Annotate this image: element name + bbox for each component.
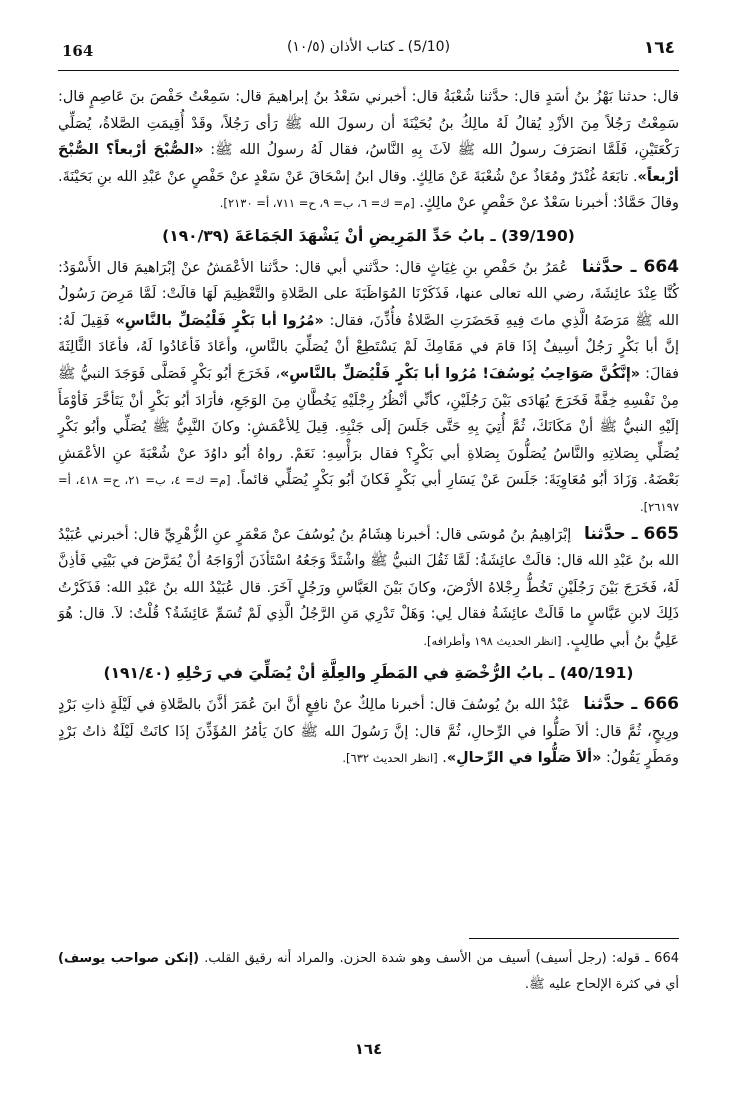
hadith-664-reference: [م= ك= ٤، ب= ٢١، ح= ٤١٨، أ= ٢٦١٩٧]. <box>58 473 679 514</box>
footer-page-number: ١٦٤ <box>354 1040 383 1058</box>
hadith-664-text-1: عُمَرُ بنُ حَفْصِ بنِ غِيَاثٍ قال: حدَّثني أبي قال: حدَّثنا الأعْمَشُ عنْ إبْرَاهيمَ قال الأَسْوَدُ: كُنَّا عِنْدَ عائِشَةَ، رضي الله تعالى عنها، فَذَكَرْنَا المُوَاظَبَةَ على الصَّلاةِ والتَّعْظِيمَ لَهَا قالَتْ: لَمَّا مَرِضَ رَسُولُ الله ﷺ مَرَضَهُ الَّذِي ماتَ فِيهِ فَحَضَرَتِ الصَّلاةُ فأُذِّنَ، فقال: <box>58 259 679 329</box>
hadith-664-text-3: ، فَخَرَجَ أبُو بَكْرٍ فَصَلَّى فَوَجَدَ النبيُّ ﷺ مِنْ نَفْسِهِ خِفَّةً فَخَرَجَ يُهَادَى بَيْنَ رَجُلَيْنِ، كأنِّي أنْظُرُ رِجْلَيْهِ يَخُطَّانِ مِنَ الوَجَعِ، فأرَادَ أبُو بَكْرٍ أنْ يَتَأخَّرَ فَأوْمَأَ إلَيْهِ النبيُّ ﷺ أنْ مَكَانَكَ، ثُمَّ أُتِيَ بِهِ حَتَّى جَلَسَ إلَى جَنْبِهِ. قِيلَ لِلأعْمَشِ: وكانَ النَّبِيُّ ﷺ يُصَلِّي وأبُو بَكْرٍ يُصَلِّي بِصَلاتِهِ والنَّاسُ يُصَلُّونَ بِصَلاةِ أبي بَكْرٍ؟ فقال برَأْسِهِ: نَعَمْ. رواهُ أبُو داوُدَ عنْ شُعْبَةَ عنِ الأعْمَشِ بَعْضَهُ. وَزَادَ أبُو مُعَاوِيَةَ: جَلَسَ عَنْ يَسَارِ أبي بَكْرٍ فَكانَ أبُو بَكْرٍ يُصَلِّي قائماً. <box>58 365 679 489</box>
footnote <box>58 946 679 998</box>
hadith-666-text: عَبْدُ الله بنُ يُوسُفَ قال: أخبرنا مالِكٌ عنْ نافِعٍ أنَّ ابنَ عُمَرَ أذَّنَ بالصَّلاةِ في لَيْلَةٍ ذاتِ بَرْدٍ ورِيحٍ، ثُمَّ قال: ألاَ صَلُّوا في الرِّحالِ، ثُمَّ قال: إنَّ رَسُولَ الله ﷺ كانَ يَأمُرُ المُؤَذِّنَ إذَا كانَتْ لَيْلَةٌ ذاتُ بَرْدٍ ومَطَرٍ يَقُولُ: <box>58 697 679 767</box>
intro-reference: [م= ك= ٦، ب= ٩، ح= ٧١١، أ= ٢١٣٠]. <box>219 196 415 211</box>
hadith-664-text-2: فَقِيلَ لَهُ: إنَّ أبا بَكْرٍ رَجُلٌ أسِيفٌ إذَا قامَ في مَقَامِكَ لَمْ يَسْتَطِعْ أنْ يُصَلِّيَ بالنَّاسِ، وأعَادَ فَأعَادُوا لَهُ، فأعَادَ الثَّالِثَةَ فقالَ: <box>58 312 679 382</box>
hadith-664-quote-1: «مُرُوا أبا بَكْرٍ فَلْيُصَلِّ بالنَّاسِ» <box>115 312 324 329</box>
page-number-arabic: ١٦٤ <box>643 38 675 58</box>
page-header <box>58 36 679 64</box>
hadith-666: 666 ـ حدَّثنا عَبْدُ الله بنُ يُوسُفَ قال: أخبرنا مالِكٌ عنْ نافِعٍ أنَّ ابنَ عُمَرَ أذَّنَ بالصَّلاةِ في لَيْلَةٍ ذاتِ بَرْدٍ ورِيحٍ، ثُمَّ قال: ألاَ صَلُّوا في الرِّحالِ، ثُمَّ قال: إنَّ رَسُولَ الله ﷺ كانَ يَأمُرُ المُؤَذِّنَ إذَا كانَتْ لَيْلَةٌ ذاتُ بَرْدٍ ومَطَرٍ يَقُولُ: «ألاَ صَلُّوا في الرِّحالِ». [انظر الحديث ٦٣٢]. <box>58 694 680 767</box>
hadith-666-number: 666 ـ حدَّثنا <box>583 694 680 715</box>
footnote-label: 664 ـ قوله: <box>611 951 679 966</box>
hadith-666-reference: [انظر الحديث ٦٣٢]. <box>342 751 438 766</box>
footnote-text-3: أي في كثرة الإلحاح عليه ﷺ. <box>524 977 679 992</box>
intro-text: قال: حدثنا بَهْزُ بنُ أسَدٍ قال: حدَّثنا شُعْبَةُ قال: أخبرني سَعْدُ بنُ إبراهيمَ قال: سَمِعْتُ حَفْصَ بنَ عَاصِمٍ قال: سَمِعْتُ رَجُلاً مِنَ الأزْدِ يُقالُ لَهُ مالِكُ بنُ بُحَيْنَةَ أن رسولَ الله ﷺ رَأى رَجُلاً، وقَدْ أُقِيمَتِ الصَّلاةُ، يُصَلِّي رَكْعَتَيْنِ، فَلَمَّا انصَرَفَ رسولُ الله ﷺ لاَثَ بِهِ النَّاسُ، فقال لَهُ رسولُ الله ﷺ: <box>58 89 680 159</box>
hadith-664-number: 664 ـ حدَّثنا <box>581 256 679 277</box>
footnote-rule <box>469 938 679 939</box>
hadith-664 <box>58 254 679 521</box>
footnote-text-1: (رجل أسيف) أسيف من الأسف وهو شدة الحزن. والمراد أنه رقيق القلب. <box>204 951 607 966</box>
hadith-664-quote-2: «إنَّكُنَّ صَوَاحِبُ يُوسُفَ! مُرُوا أبا بَكْرٍ فَلْيُصَلِّ بالنَّاسِ» <box>280 365 641 382</box>
chapter-heading-190: (39/190) ـ بابُ حَدِّ المَرِيضِ أنْ يَشْهَدَ الجَمَاعَةَ (١٩٠/٣٩) <box>162 226 575 245</box>
intro-quote: «الصُّبْحَ أرْبعاً؟ الصُّبْحَ أرْبعاً» <box>58 142 679 185</box>
main-text <box>58 84 679 772</box>
hadith-665-reference: [انظر الحديث ١٩٨ وأطرافه]. <box>423 633 562 648</box>
header-rule <box>58 70 679 71</box>
hadith-665 <box>58 521 679 655</box>
hadith-666-quote: «ألاَ صَلُّوا في الرِّحالِ» <box>446 750 602 767</box>
running-title: (5/10) ـ كتاب الأذان (١٠/٥) <box>286 39 451 55</box>
page-number-latin: 164 <box>62 42 94 60</box>
chapter-heading-191: (40/191) ـ بابُ الرُّخْصَةِ في المَطَرِ والعِلَّةِ أنْ يُصَلِّيَ في رَحْلِهِ (١٩١/٤٠) <box>103 664 634 683</box>
hadith-665-text: إبْرَاهِيمُ بنُ مُوسَى قال: أخبرنا هِشَامُ بنُ يُوسُفَ عنْ مَعْمَرٍ عنِ الزُّهْرِيِّ قال: أخبرني عُبَيْدُ الله بنُ عَبْدِ الله قال: قالَتْ عائِشَةُ: لَمَّا ثَقُلَ النبيُّ ﷺ واشْتَدَّ وَجَعُهُ اسْتَأذَنَ أزْوَاجَهُ أنْ يُمَرَّضَ في بَيْتِي فَأذِنَّ لَهُ، فَخَرَجَ بَيْنَ رَجُلَيْنِ تَخُطُّ رِجْلاهُ الأرْضَ، وكانَ بَيْنَ العَبَّاسِ ورَجُلٍ آخَرَ. قال عُبَيْدُ الله بنُ عَبْدِ الله: فَذَكَرْتُ ذَلِكَ لابنِ عَبَّاسٍ ما قَالَتْ عائِشَةُ فقال لِي: وَهَلْ تَدْرِي مَنِ الرَّجُلُ الَّذِي لَمْ تُسَمِّ عَائِشَةُ؟ قُلْتُ: لاَ. قال: هُوَ عَلِيُّ بنُ أبي طالِبٍ. <box>58 526 679 649</box>
hadith-665-number: 665 ـ حدَّثنا <box>583 523 679 544</box>
intro-continuation: . تابَعَهُ غُنْدَرٌ ومُعَاذٌ عنْ شُعْبَةَ عَنْ مَالِكٍ. وقال ابنُ إسْحَاقَ عَنْ سَعْدٍ عنْ حَفْصٍ عنْ عَبْدِ الله بنِ بَحَيْنَةَ. وقالَ حَمَّادٌ: أخبرنا سَعْدٌ عنْ حَفْصٍ عنْ مالِكٍ. <box>58 168 679 212</box>
footnote-text-2: (إنكن صواحب يوسف) <box>58 951 200 966</box>
paragraph-intro <box>58 84 679 217</box>
